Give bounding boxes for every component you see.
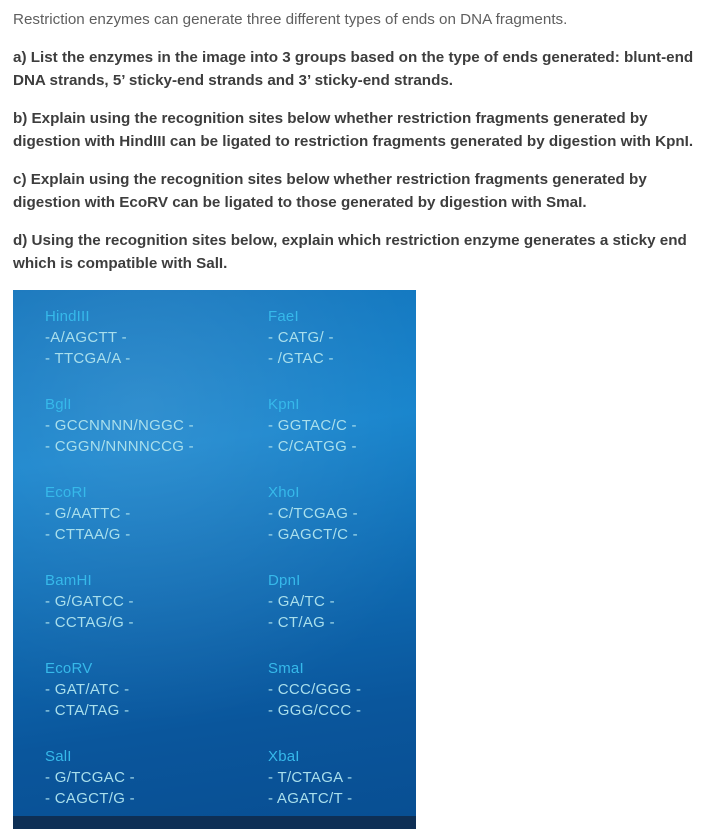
question-a: a) List the enzymes in the image into 3 groups based on the type of ends generated: blunt-end DNA strands, 5’ sticky-end strands and 3’ sticky-end strands. (13, 49, 694, 89)
enzyme-sequence: - G/GATCC - (45, 593, 134, 610)
enzyme-group (45, 482, 268, 545)
enzyme-name: BamHI (45, 572, 92, 589)
enzyme-sequence: - CAGCT/G - (45, 790, 135, 807)
enzyme-sequence: - GA/TC - (268, 593, 335, 610)
enzyme-group (268, 306, 416, 369)
enzyme-name: DpnI (268, 572, 301, 589)
enzyme-sequence: - GGTAC/C - (268, 417, 357, 434)
enzyme-sequence: - TTCGA/A - (45, 350, 131, 367)
question-d: d) Using the recognition sites below, explain which restriction enzyme generates a sticky end which is compatible with SalI. (13, 232, 687, 272)
enzyme-group (45, 394, 268, 457)
enzyme-sequence: - GAGCT/C - (268, 526, 358, 543)
recognition-sites-image (13, 290, 416, 829)
enzyme-group (268, 570, 416, 633)
enzyme-name: EcoRI (45, 484, 87, 501)
enzyme-sequence: - C/TCGAG - (268, 505, 358, 522)
enzyme-sequence: - CT/AG - (268, 614, 335, 631)
enzyme-sequence: - GCCNNNN/NGGC - (45, 417, 194, 434)
enzyme-sequence: - /GTAC - (268, 350, 334, 367)
enzyme-sequence: - G/AATTC - (45, 505, 131, 522)
question-b: b) Explain using the recognition sites below whether restriction fragments generated by digestion with HindIII can be ligated to restriction fragments generated by digestion with KpnI. (13, 110, 694, 150)
enzyme-name: HindIII (45, 308, 90, 325)
image-bottom-strip (13, 816, 416, 829)
enzyme-sequence: - GAT/ATC - (45, 681, 130, 698)
enzyme-name: SmaI (268, 660, 304, 677)
enzyme-column-right (268, 306, 416, 829)
enzyme-name: XbaI (268, 748, 300, 765)
enzyme-sequence: - CCTAG/G - (45, 614, 134, 631)
enzyme-group (268, 394, 416, 457)
enzyme-sequence: - CGGN/NNNNCCG - (45, 438, 194, 455)
enzyme-name: SalI (45, 748, 72, 765)
enzyme-sequence: - G/TCGAC - (45, 769, 135, 786)
enzyme-sequence: - C/CATGG - (268, 438, 357, 455)
enzyme-sequence: - T/CTAGA - (268, 769, 353, 786)
enzyme-group (45, 306, 268, 369)
enzyme-sequence: - CTA/TAG - (45, 702, 130, 719)
enzyme-name: KpnI (268, 396, 300, 413)
enzyme-column-left (45, 306, 268, 829)
enzyme-group (45, 746, 268, 809)
question-c: c) Explain using the recognition sites below whether restriction fragments generated by digestion with EcoRV can be ligated to those generated by digestion with SmaI. (13, 171, 647, 211)
enzyme-group (268, 658, 416, 721)
enzyme-name: BglI (45, 396, 72, 413)
enzyme-sequence: - CATG/ - (268, 329, 334, 346)
enzyme-sequence: - AGATC/T - (268, 790, 353, 807)
enzyme-name: FaeI (268, 308, 299, 325)
intro-text: Restriction enzymes can generate three different types of ends on DNA fragments. (13, 11, 568, 28)
enzyme-sequence: - CTTAA/G - (45, 526, 131, 543)
enzyme-group (268, 482, 416, 545)
enzyme-sequence: - CCC/GGG - (268, 681, 362, 698)
enzyme-name: EcoRV (45, 660, 93, 677)
enzyme-group (45, 570, 268, 633)
enzyme-sequence: - GGG/CCC - (268, 702, 362, 719)
enzyme-name: XhoI (268, 484, 300, 501)
enzyme-group (45, 658, 268, 721)
enzyme-group (268, 746, 416, 809)
enzyme-sequence: -A/AGCTT - (45, 329, 127, 346)
